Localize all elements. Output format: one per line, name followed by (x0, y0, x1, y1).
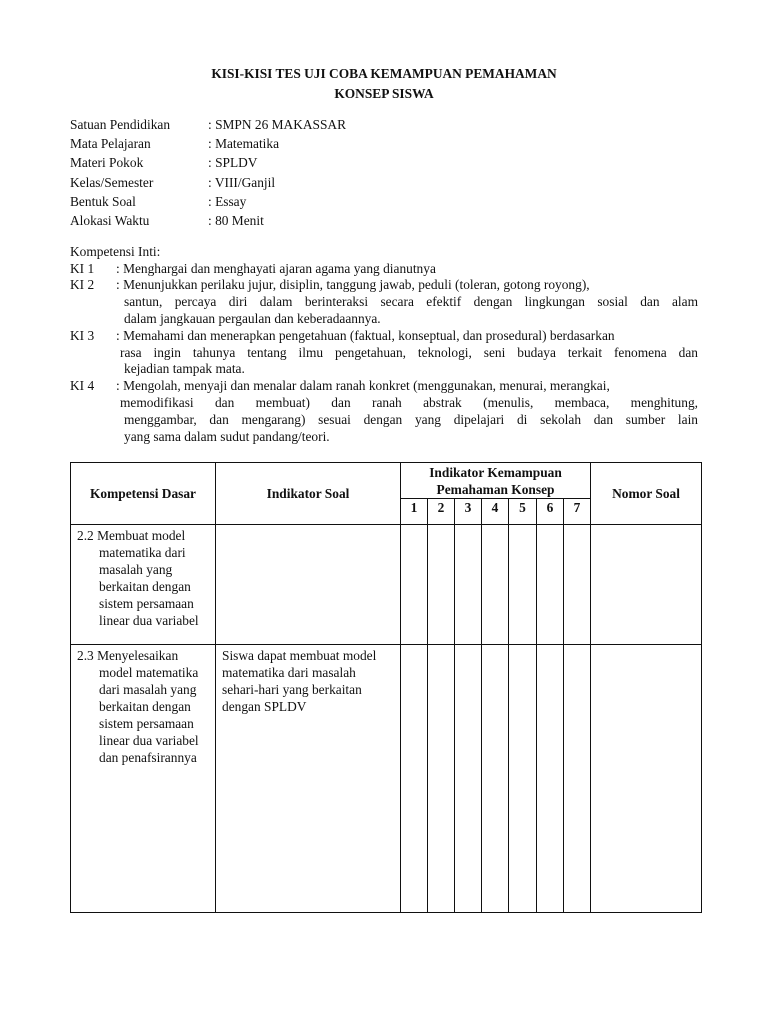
check-cell (401, 645, 428, 913)
check-cell (482, 645, 509, 913)
kd-cell (71, 645, 216, 913)
info-value: : Matematika (208, 136, 280, 151)
ki-code: KI 1 (70, 261, 95, 276)
info-label: Alokasi Waktu (70, 213, 150, 228)
info-value: : 80 Menit (208, 213, 264, 228)
check-cell (537, 525, 564, 645)
check-cell (455, 525, 482, 645)
header-kompetensi-dasar: Kompetensi Dasar (71, 463, 216, 525)
ki-text-line: : Menunjukkan perilaku jujur, disiplin, tanggung jawab, peduli (toleran, gotong royong), (116, 277, 590, 292)
header-indikator-soal: Indikator Soal (216, 463, 401, 525)
document-title-line-1: KISI-KISI TES UJI COBA KEMAMPUAN PEMAHAMAN (211, 66, 557, 81)
info-label: Bentuk Soal (70, 194, 136, 209)
ki-text-line: santun, percaya diri dalam berinteraksi secara efektif dengan lingkungan sosial dan alam (124, 294, 698, 309)
check-cell (428, 525, 455, 645)
ki-code: KI 4 (70, 378, 95, 393)
check-cell (537, 645, 564, 913)
indicator-number: 4 (482, 499, 509, 525)
kisi-kisi-table (70, 462, 702, 913)
table-row (71, 525, 702, 645)
info-label: Materi Pokok (70, 155, 144, 170)
ki-text-line: dalam jangkauan pergaulan dan keberadaannya. (124, 311, 381, 326)
info-label: Mata Pelajaran (70, 136, 151, 151)
indikator-cell (216, 525, 401, 645)
ki-heading: Kompetensi Inti: (70, 244, 161, 259)
info-value: : SMPN 26 MAKASSAR (208, 117, 347, 132)
check-cell (401, 525, 428, 645)
ki-text-line: memodifikasi dan membuat) dan ranah abstrak (menulis, membaca, menghitung, (120, 395, 698, 410)
check-cell (455, 645, 482, 913)
ki-text-line: : Mengolah, menyaji dan menalar dalam ranah konkret (menggunakan, menurai, merangkai, (116, 378, 610, 393)
ki-code: KI 3 (70, 328, 95, 343)
header-indikator-kemampuan (401, 463, 591, 499)
indicator-number: 2 (428, 499, 455, 525)
check-cell (509, 525, 537, 645)
ki-text-line: rasa ingin tahunya tentang ilmu pengetahuan, teknologi, seni budaya terkait fenomena dan (120, 345, 698, 360)
ki-text-line: kejadian tampak mata. (124, 361, 245, 376)
info-value: : Essay (208, 194, 247, 209)
nomor-soal-cell (591, 645, 702, 913)
indicator-number: 3 (455, 499, 482, 525)
info-value: : SPLDV (208, 155, 258, 170)
document-title-line-2: KONSEP SISWA (334, 86, 434, 101)
info-label: Satuan Pendidikan (70, 117, 171, 132)
indicator-number: 5 (509, 499, 537, 525)
indicator-number: 6 (537, 499, 564, 525)
ki-text-line: : Memahami dan menerapkan pengetahuan (faktual, konseptual, dan prosedural) berdasarkan (116, 328, 615, 343)
info-value: : VIII/Ganjil (208, 175, 276, 190)
header-kemampuan-line-2: Pemahaman Konsep (436, 481, 555, 497)
ki-code: KI 2 (70, 277, 95, 292)
kd-text: 2.2 Membuat model matematika dari masalah yang berkaitan dengan sistem persamaan linear dua variabel (77, 528, 199, 628)
check-cell (428, 645, 455, 913)
kd-text: 2.3 Menyelesaikan model matematika dari masalah yang berkaitan dengan sistem persamaan linear dua variabel dan penafsirannya (77, 648, 199, 765)
nomor-soal-cell (591, 525, 702, 645)
header-kemampuan-line-1: Indikator Kemampuan (429, 464, 562, 480)
info-label: Kelas/Semester (70, 175, 154, 190)
check-cell (564, 645, 591, 913)
ki-text-line: yang sama dalam sudut pandang/teori. (124, 429, 330, 444)
indicator-number: 1 (401, 499, 428, 525)
indikator-cell: Siswa dapat membuat model matematika dari masalah sehari-hari yang berkaitan dengan SPLDV (216, 645, 401, 913)
indicator-number: 7 (564, 499, 591, 525)
table-row (71, 645, 702, 913)
check-cell (564, 525, 591, 645)
ki-text-line: menggambar, dan mengarang) sesuai dengan yang dipelajari di sekolah dan sumber lain (124, 412, 698, 427)
ki-text-line: : Menghargai dan menghayati ajaran agama yang dianutnya (116, 261, 436, 276)
kd-cell (71, 525, 216, 645)
check-cell (482, 525, 509, 645)
check-cell (509, 645, 537, 913)
header-nomor-soal: Nomor Soal (591, 463, 702, 525)
